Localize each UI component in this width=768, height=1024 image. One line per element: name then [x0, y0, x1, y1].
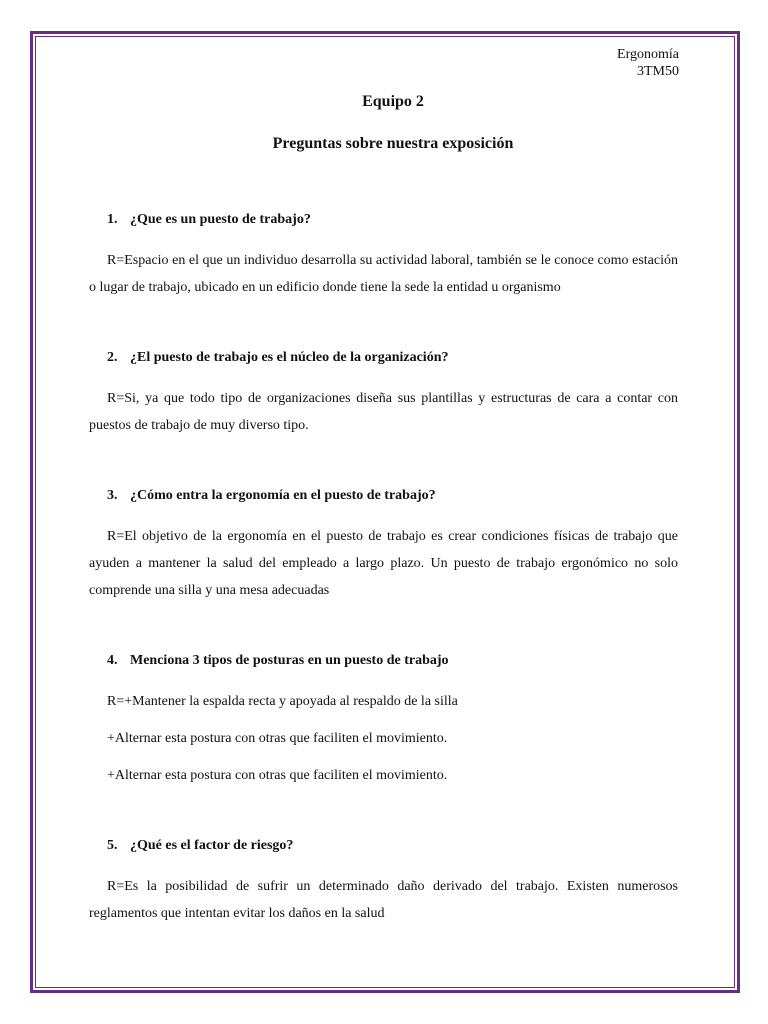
document-header [617, 46, 679, 80]
question-block-5 [89, 836, 678, 927]
answer-item: R=+Mantener la espalda recta y apoyada al respaldo de la silla [107, 694, 458, 709]
answer-text: R=Si, ya que todo tipo de organizaciones diseña sus plantillas y estructuras de cara a contar con puestos de trabajo de muy diverso tipo. [89, 391, 678, 433]
header-group: 3TM50 [637, 64, 679, 79]
question-text: ¿Que es un puesto de trabajo? [130, 212, 311, 227]
question-text: Menciona 3 tipos de posturas en un puesto de trabajo [130, 653, 449, 668]
question-text: ¿Qué es el factor de riesgo? [130, 838, 294, 853]
question-number: 1. [107, 212, 118, 227]
question-heading [89, 210, 678, 230]
answer-item: +Alternar esta postura con otras que faciliten el movimiento. [107, 731, 448, 746]
answer-text: R=El objetivo de la ergonomía en el puesto de trabajo es crear condiciones físicas de trabajo que ayuden a mantener la salud del empleado a largo plazo. Un puesto de trabajo ergonómico no solo comprende una silla y una mesa adecuadas [89, 529, 678, 598]
question-text: ¿El puesto de trabajo es el núcleo de la organización? [130, 350, 449, 365]
question-number: 2. [107, 350, 118, 365]
question-heading [89, 486, 678, 506]
question-block-4 [89, 651, 678, 789]
document-subtitle: Preguntas sobre nuestra exposición [272, 135, 514, 152]
answer-list [89, 688, 678, 789]
header-subject: Ergonomía [617, 47, 679, 62]
question-heading [89, 348, 678, 368]
question-number: 3. [107, 488, 118, 503]
question-number: 4. [107, 653, 118, 668]
question-block-3 [89, 486, 678, 604]
question-block-2 [89, 348, 678, 439]
question-block-1 [89, 210, 678, 301]
question-heading [89, 836, 678, 856]
document-body [89, 210, 678, 974]
document-title: Equipo 2 [362, 93, 424, 110]
question-heading [89, 651, 678, 671]
answer-text: R=Es la posibilidad de sufrir un determinado daño derivado del trabajo. Existen numerosos reglamentos que intentan evitar los daños en la salud [89, 879, 678, 921]
answer-item: +Alternar esta postura con otras que faciliten el movimiento. [107, 768, 448, 783]
question-number: 5. [107, 838, 118, 853]
answer-text: R=Espacio en el que un individuo desarrolla su actividad laboral, también se le conoce como estación o lugar de trabajo, ubicado en un edificio donde tiene la sede la entidad u organismo [89, 253, 678, 295]
question-text: ¿Cómo entra la ergonomía en el puesto de trabajo? [130, 488, 436, 503]
